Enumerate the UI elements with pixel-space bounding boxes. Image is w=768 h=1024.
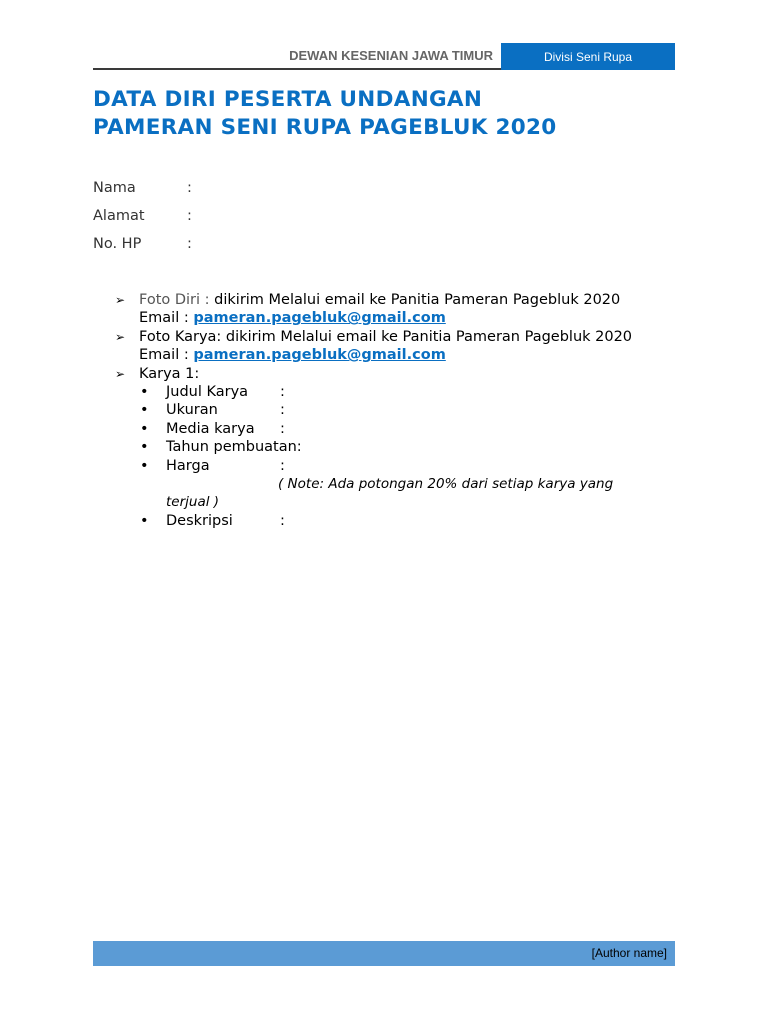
item-label: Foto Diri : [139, 292, 210, 308]
field-nama [93, 180, 192, 196]
email-label: Email : [139, 310, 194, 327]
header-organization: DEWAN KESENIAN JAWA TIMUR [93, 43, 501, 70]
karya-detail-deskripsi [93, 512, 713, 530]
arrow-bullet-icon: ➢ [115, 366, 126, 381]
detail-label: Harga [166, 457, 210, 474]
karya-detail-tahun [93, 438, 713, 456]
item-text: dikirim Melalui email ke Panitia Pameran Pagebluk 2020 [209, 292, 621, 308]
detail-label: Tahun pembuatan: [166, 439, 302, 456]
email-label: Email : [139, 347, 194, 364]
karya-detail-judul [93, 383, 713, 401]
instruction-list [93, 291, 713, 530]
list-item-foto-diri [93, 291, 713, 309]
detail-colon: : [280, 512, 285, 529]
detail-label: Ukuran [166, 402, 218, 419]
email-link[interactable]: pameran.pagebluk@gmail.com [193, 347, 446, 364]
detail-colon: : [280, 384, 285, 401]
field-colon: : [187, 208, 192, 224]
document-title [93, 86, 693, 142]
arrow-bullet-icon: ➢ [115, 329, 126, 344]
note-line-2: terjual ) [166, 494, 220, 511]
list-item-foto-karya [93, 328, 713, 346]
field-colon: : [187, 180, 192, 196]
bullet-dot-icon: • [140, 384, 149, 401]
email-line [93, 346, 713, 364]
karya-detail-harga [93, 457, 713, 475]
bullet-dot-icon: • [140, 420, 149, 437]
email-link[interactable]: pameran.pagebluk@gmail.com [193, 310, 446, 327]
field-label: Nama [93, 180, 136, 196]
bullet-dot-icon: • [140, 512, 149, 529]
footer-author: [Author name] [591, 946, 667, 960]
footer-bar [93, 941, 675, 966]
price-note [93, 475, 713, 512]
item-label: Karya 1: [139, 365, 200, 382]
bullet-dot-icon: • [140, 457, 149, 474]
field-label: Alamat [93, 208, 145, 224]
item-label: Foto Karya: [139, 328, 222, 345]
item-text: dikirim Melalui email ke Panitia Pameran Pagebluk 2020 [221, 328, 633, 345]
detail-label: Media karya [166, 420, 255, 437]
field-no-hp [93, 236, 192, 252]
karya-detail-media [93, 420, 713, 438]
email-line [93, 309, 713, 327]
title-line-2: PAMERAN SENI RUPA PAGEBLUK 2020 [93, 115, 557, 140]
detail-colon: : [280, 420, 285, 437]
detail-colon: : [280, 402, 285, 419]
arrow-bullet-icon: ➢ [115, 293, 126, 307]
karya-detail-ukuran [93, 401, 713, 419]
title-line-1: DATA DIRI PESERTA UNDANGAN [93, 87, 483, 112]
field-colon: : [187, 236, 192, 252]
detail-colon: : [280, 457, 285, 474]
note-line-1: ( Note: Ada potongan 20% dari setiap karya yang [278, 476, 614, 493]
detail-label: Judul Karya [166, 384, 249, 401]
field-alamat [93, 208, 192, 224]
header-division-badge: Divisi Seni Rupa [501, 43, 675, 70]
list-item-karya [93, 365, 713, 383]
bullet-dot-icon: • [140, 402, 149, 419]
detail-label: Deskripsi [166, 512, 233, 529]
field-label: No. HP [93, 236, 142, 252]
bullet-dot-icon: • [140, 439, 149, 456]
